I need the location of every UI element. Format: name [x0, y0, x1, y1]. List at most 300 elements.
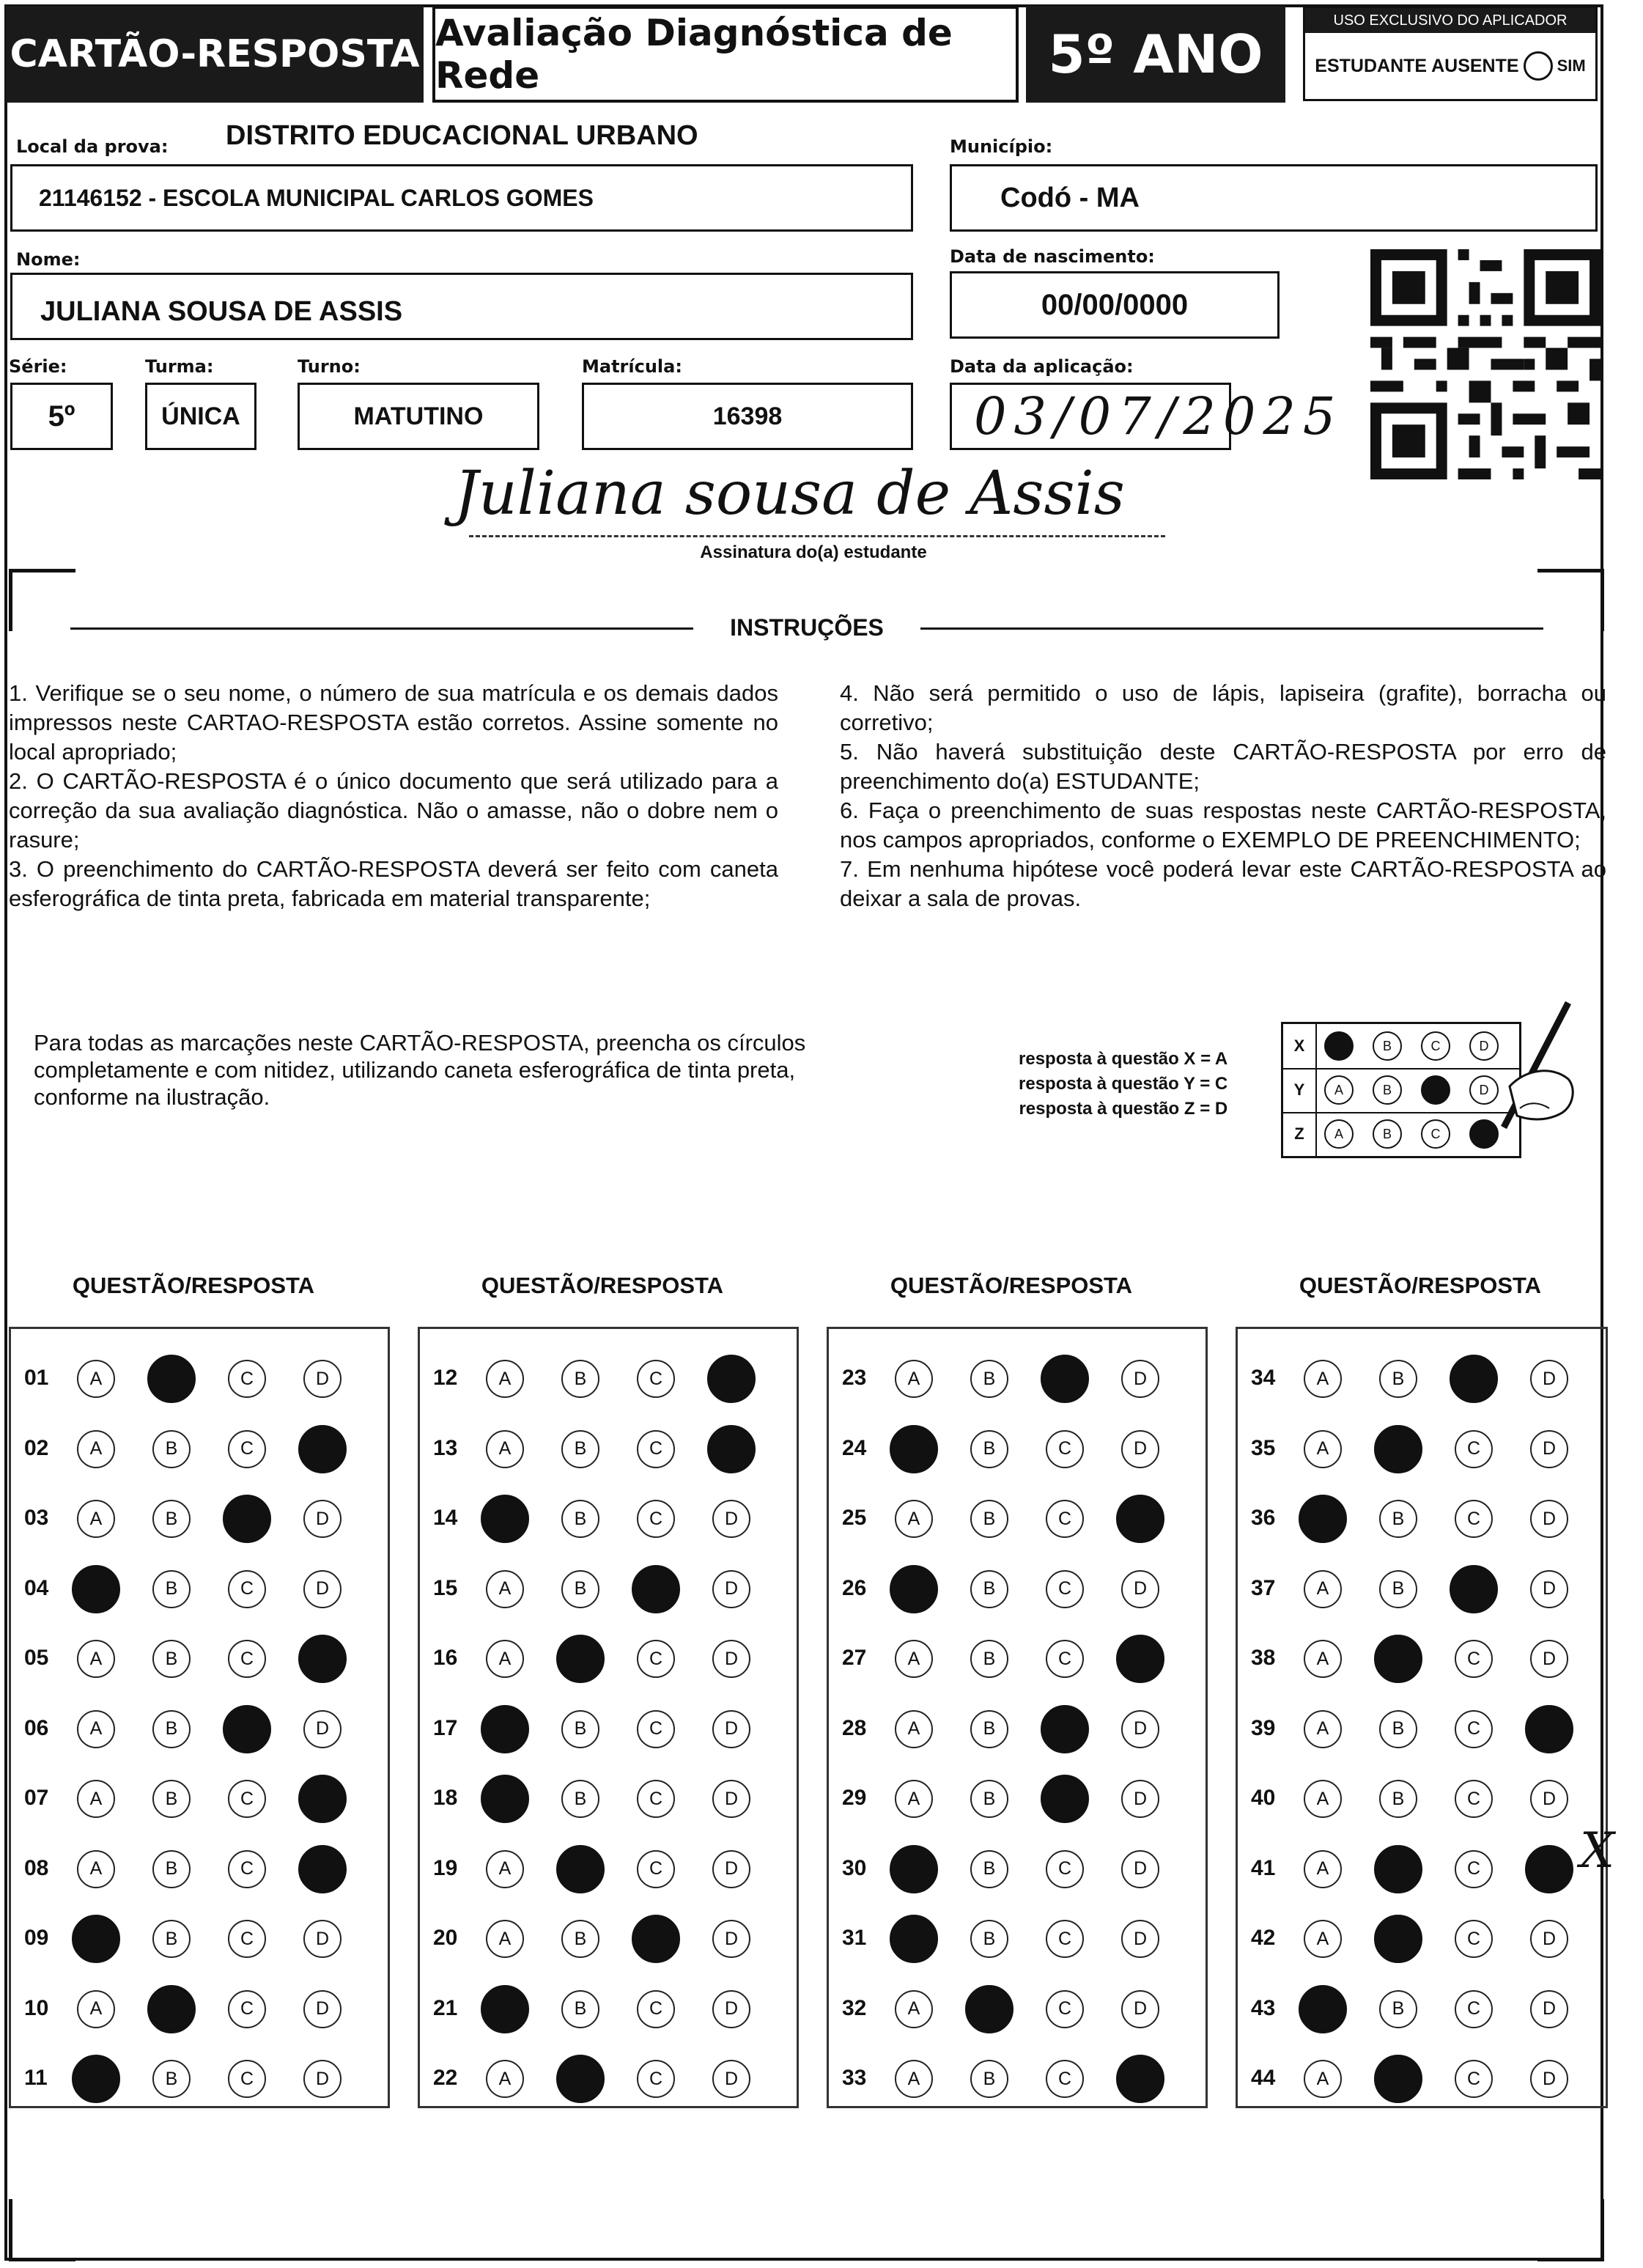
answer-bubble-16-a[interactable]: A: [486, 1640, 524, 1678]
answer-bubble-19-b[interactable]: [556, 1845, 605, 1893]
question-number: 27: [842, 1646, 867, 1670]
question-row-17: [420, 1693, 797, 1763]
answer-bubble-21-b[interactable]: B: [561, 1990, 599, 2028]
answer-bubble-42-d[interactable]: D: [1530, 1920, 1568, 1958]
answer-bubble-07-c[interactable]: C: [228, 1780, 266, 1818]
answer-bubble-35-c[interactable]: C: [1455, 1430, 1493, 1468]
instruction-2: 2. O CARTÃO-RESPOSTA é o único documento que será utilizado para a correção da sua avaliação diagnóstica. Não o amasse, não o dobre nem o rasure;: [9, 768, 778, 853]
answer-column-1: [9, 1327, 390, 2108]
question-number: 28: [842, 1715, 867, 1740]
answer-bubble-33-c[interactable]: C: [1046, 2060, 1084, 2098]
answer-bubble-44-b[interactable]: [1374, 2055, 1422, 2103]
column-title-2: QUESTÃO/RESPOSTA: [481, 1273, 724, 1298]
question-number: 16: [433, 1646, 458, 1670]
answer-bubble-34-c[interactable]: [1450, 1355, 1498, 1403]
answer-bubble-30-c[interactable]: C: [1046, 1850, 1084, 1888]
answer-bubble-38-d[interactable]: D: [1530, 1640, 1568, 1678]
answer-bubble-28-c[interactable]: [1041, 1705, 1089, 1753]
answer-bubble-29-c[interactable]: [1041, 1775, 1089, 1823]
answer-bubble-19-a[interactable]: A: [486, 1850, 524, 1888]
answer-bubble-36-d[interactable]: D: [1530, 1500, 1568, 1538]
instruction-4: 4. Não será permitido o uso de lápis, lapiseira (grafite), borracha ou corretivo;: [840, 680, 1606, 735]
question-number: 06: [24, 1715, 49, 1740]
answer-bubble-41-c[interactable]: C: [1455, 1850, 1493, 1888]
instructions-rule-right: [920, 627, 1543, 630]
answer-bubble-04-c[interactable]: C: [228, 1570, 266, 1608]
answer-bubble-13-b[interactable]: B: [561, 1430, 599, 1468]
column-title-3: QUESTÃO/RESPOSTA: [890, 1273, 1133, 1298]
question-number: 30: [842, 1855, 867, 1880]
answer-bubble-11-d[interactable]: D: [303, 2060, 341, 2098]
answer-bubble-08-b[interactable]: B: [152, 1850, 191, 1888]
answer-bubble-12-a[interactable]: A: [486, 1360, 524, 1398]
answer-bubble-06-c[interactable]: [223, 1705, 271, 1753]
application-date-handwritten: 03/07/2025: [974, 386, 1343, 446]
answer-bubble-17-d[interactable]: D: [712, 1710, 750, 1748]
answer-bubble-43-d[interactable]: D: [1530, 1990, 1568, 2028]
answer-bubble-33-d[interactable]: [1116, 2055, 1164, 2103]
question-number: 19: [433, 1855, 458, 1880]
answer-bubble-42-b[interactable]: [1374, 1915, 1422, 1963]
answer-bubble-38-c[interactable]: C: [1455, 1640, 1493, 1678]
example-row-label: X: [1283, 1024, 1317, 1068]
question-row-44: [1238, 2042, 1606, 2113]
answer-bubble-03-a[interactable]: A: [77, 1500, 115, 1538]
fill-note: Para todas as marcações neste CARTÃO-RESPOSTA, preencha os círculos completamente e com nitidez, utilizando caneta esferográfica de tinta preta, conforme na ilustração.: [34, 1030, 806, 1110]
answer-bubble-09-c[interactable]: C: [228, 1920, 266, 1958]
answer-bubble-22-c[interactable]: C: [637, 2060, 675, 2098]
answer-bubble-34-b[interactable]: B: [1379, 1360, 1417, 1398]
answer-bubble-18-c[interactable]: C: [637, 1780, 675, 1818]
answer-bubble-07-a[interactable]: A: [77, 1780, 115, 1818]
question-row-25: [829, 1482, 1206, 1553]
answer-bubble-10-a[interactable]: A: [77, 1990, 115, 2028]
answer-bubble-10-b[interactable]: [147, 1985, 196, 2033]
answer-bubble-44-a[interactable]: A: [1304, 2060, 1342, 2098]
question-row-05: [11, 1622, 388, 1693]
answer-bubble-22-b[interactable]: [556, 2055, 605, 2103]
question-row-19: [420, 1833, 797, 1903]
question-number: 02: [24, 1435, 49, 1460]
answer-bubble-08-d[interactable]: [298, 1845, 347, 1893]
answer-bubble-19-d[interactable]: D: [712, 1850, 750, 1888]
applicator-label: USO EXCLUSIVO DO APLICADOR: [1305, 8, 1595, 33]
answer-bubble-40-b[interactable]: B: [1379, 1780, 1417, 1818]
question-number: 13: [433, 1435, 458, 1460]
answer-bubble-01-c[interactable]: C: [228, 1360, 266, 1398]
question-number: 18: [433, 1786, 458, 1810]
answer-bubble-04-a[interactable]: [72, 1565, 120, 1613]
question-row-21: [420, 1973, 797, 2043]
answer-bubble-44-d[interactable]: D: [1530, 2060, 1568, 2098]
corner-top-left: [9, 569, 75, 631]
answer-bubble-25-c[interactable]: C: [1046, 1500, 1084, 1538]
example-legend-y: resposta à questão Y = C: [1019, 1074, 1228, 1094]
answer-bubble-18-b[interactable]: B: [561, 1780, 599, 1818]
question-number: 04: [24, 1575, 49, 1600]
question-row-20: [420, 1902, 797, 1973]
answer-bubble-34-a[interactable]: A: [1304, 1360, 1342, 1398]
answer-bubble-02-c[interactable]: C: [228, 1430, 266, 1468]
question-number: 29: [842, 1786, 867, 1810]
class-label: Turma:: [145, 356, 214, 377]
answer-bubble-15-d[interactable]: D: [712, 1570, 750, 1608]
answer-bubble-15-b[interactable]: B: [561, 1570, 599, 1608]
answer-bubble-32-c[interactable]: C: [1046, 1990, 1084, 2028]
application-date-field[interactable]: [950, 383, 1343, 450]
question-row-12: [420, 1342, 797, 1413]
example-bubble-y-b: B: [1373, 1075, 1402, 1105]
extra-mark-x: X: [1580, 1822, 1614, 1879]
answer-bubble-17-b[interactable]: B: [561, 1710, 599, 1748]
question-row-23: [829, 1342, 1206, 1413]
answer-bubble-35-a[interactable]: A: [1304, 1430, 1342, 1468]
answer-bubble-32-d[interactable]: D: [1121, 1990, 1159, 2028]
answer-bubble-41-a[interactable]: A: [1304, 1850, 1342, 1888]
qr-code: [1370, 249, 1600, 479]
application-date-label: Data da aplicação:: [950, 356, 1134, 377]
answer-bubble-06-a[interactable]: A: [77, 1710, 115, 1748]
answer-bubble-18-a[interactable]: [481, 1775, 529, 1823]
municipality-label: Município:: [950, 136, 1053, 157]
answer-bubble-36-c[interactable]: C: [1455, 1500, 1493, 1538]
question-row-06: [11, 1693, 388, 1763]
card-title: [6, 6, 424, 103]
answer-bubble-20-a[interactable]: A: [486, 1920, 524, 1958]
birth-field: [950, 271, 1280, 339]
answer-bubble-36-b[interactable]: B: [1379, 1500, 1417, 1538]
answer-bubble-26-d[interactable]: D: [1121, 1570, 1159, 1608]
question-number: 36: [1251, 1506, 1276, 1530]
answer-bubble-32-b[interactable]: [965, 1985, 1014, 2033]
answer-bubble-20-b[interactable]: B: [561, 1920, 599, 1958]
answer-bubble-02-d[interactable]: [298, 1425, 347, 1473]
signature-line: [469, 535, 1165, 537]
answer-bubble-40-c[interactable]: C: [1455, 1780, 1493, 1818]
answer-bubble-43-c[interactable]: C: [1455, 1990, 1493, 2028]
question-row-13: [420, 1413, 797, 1483]
question-number: 17: [433, 1715, 458, 1740]
question-row-28: [829, 1693, 1206, 1763]
answer-bubble-30-d[interactable]: D: [1121, 1850, 1159, 1888]
answer-bubble-01-d[interactable]: D: [303, 1360, 341, 1398]
answer-bubble-19-c[interactable]: C: [637, 1850, 675, 1888]
answer-bubble-30-b[interactable]: B: [970, 1850, 1008, 1888]
question-number: 34: [1251, 1366, 1276, 1390]
answer-bubble-07-b[interactable]: B: [152, 1780, 191, 1818]
question-number: 35: [1251, 1435, 1276, 1460]
answer-bubble-33-a[interactable]: A: [895, 2060, 933, 2098]
answer-bubble-39-a[interactable]: A: [1304, 1710, 1342, 1748]
district: DISTRITO EDUCACIONAL URBANO: [226, 120, 698, 151]
question-row-37: [1238, 1553, 1606, 1623]
question-row-27: [829, 1622, 1206, 1693]
answer-bubble-24-c[interactable]: C: [1046, 1430, 1084, 1468]
question-number: 26: [842, 1575, 867, 1600]
instructions-right: [840, 679, 1606, 913]
question-number: 32: [842, 1995, 867, 2020]
answer-bubble-38-a[interactable]: A: [1304, 1640, 1342, 1678]
answer-bubble-03-c[interactable]: [223, 1495, 271, 1543]
answer-bubble-37-a[interactable]: A: [1304, 1570, 1342, 1608]
question-number: 39: [1251, 1715, 1276, 1740]
answer-bubble-11-a[interactable]: [72, 2055, 120, 2103]
answer-bubble-16-c[interactable]: C: [637, 1640, 675, 1678]
answer-bubble-15-c[interactable]: [632, 1565, 680, 1613]
answer-bubble-25-d[interactable]: [1116, 1495, 1164, 1543]
answer-bubble-36-a[interactable]: [1299, 1495, 1347, 1543]
question-row-07: [11, 1762, 388, 1833]
answer-bubble-37-d[interactable]: D: [1530, 1570, 1568, 1608]
answer-bubble-42-a[interactable]: A: [1304, 1920, 1342, 1958]
answer-bubble-24-a[interactable]: [890, 1425, 938, 1473]
answer-bubble-25-a[interactable]: A: [895, 1500, 933, 1538]
answer-bubble-26-c[interactable]: C: [1046, 1570, 1084, 1608]
answer-bubble-31-d[interactable]: D: [1121, 1920, 1159, 1958]
answer-bubble-35-b[interactable]: [1374, 1425, 1422, 1473]
answer-bubble-10-c[interactable]: C: [228, 1990, 266, 2028]
question-row-01: [11, 1342, 388, 1413]
answer-bubble-40-d[interactable]: D: [1530, 1780, 1568, 1818]
answer-bubble-14-d[interactable]: D: [712, 1500, 750, 1538]
question-number: 23: [842, 1366, 867, 1390]
instruction-1: 1. Verifique se o seu nome, o número de sua matrícula e os demais dados impressos neste CARTAO-RESPOSTA estão corretos. Assine somente no local apropriado;: [9, 680, 778, 765]
question-row-02: [11, 1413, 388, 1483]
answer-bubble-05-c[interactable]: C: [228, 1640, 266, 1678]
answer-bubble-17-c[interactable]: C: [637, 1710, 675, 1748]
answer-bubble-10-d[interactable]: D: [303, 1990, 341, 2028]
instructions-left: [9, 679, 778, 913]
answer-bubble-30-a[interactable]: [890, 1845, 938, 1893]
signature-label: Assinatura do(a) estudante: [700, 542, 927, 562]
answer-bubble-24-d[interactable]: D: [1121, 1430, 1159, 1468]
answer-bubble-09-b[interactable]: B: [152, 1920, 191, 1958]
answer-bubble-20-d[interactable]: D: [712, 1920, 750, 1958]
name-value: JULIANA SOUSA DE ASSIS: [40, 295, 403, 327]
answer-bubble-40-a[interactable]: A: [1304, 1780, 1342, 1818]
enrollment-value: 16398: [712, 402, 783, 430]
answer-bubble-43-a[interactable]: [1299, 1985, 1347, 2033]
answer-bubble-09-d[interactable]: D: [303, 1920, 341, 1958]
answer-bubble-21-a[interactable]: [481, 1985, 529, 2033]
answer-bubble-26-b[interactable]: B: [970, 1570, 1008, 1608]
question-row-36: [1238, 1482, 1606, 1553]
answer-bubble-31-a[interactable]: [890, 1915, 938, 1963]
answer-bubble-28-a[interactable]: A: [895, 1710, 933, 1748]
municipality-field: [950, 164, 1598, 232]
name-field: [10, 273, 913, 340]
example-bubble-x-c: C: [1421, 1031, 1450, 1061]
answer-bubble-08-a[interactable]: A: [77, 1850, 115, 1888]
local-label: Local da prova:: [16, 136, 169, 157]
question-number: 03: [24, 1506, 49, 1530]
answer-bubble-29-a[interactable]: A: [895, 1780, 933, 1818]
answer-bubble-16-b[interactable]: [556, 1635, 605, 1683]
answer-bubble-02-b[interactable]: B: [152, 1430, 191, 1468]
answer-bubble-29-d[interactable]: D: [1121, 1780, 1159, 1818]
answer-bubble-31-c[interactable]: C: [1046, 1920, 1084, 1958]
question-number: 38: [1251, 1646, 1276, 1670]
question-row-42: [1238, 1902, 1606, 1973]
answer-bubble-39-c[interactable]: C: [1455, 1710, 1493, 1748]
instructions-title: INSTRUÇÕES: [730, 614, 884, 641]
answer-bubble-02-a[interactable]: A: [77, 1430, 115, 1468]
answer-bubble-07-d[interactable]: [298, 1775, 347, 1823]
question-number: 07: [24, 1786, 49, 1810]
example-row-label: Y: [1283, 1068, 1317, 1112]
answer-bubble-27-a[interactable]: A: [895, 1640, 933, 1678]
answer-bubble-37-b[interactable]: B: [1379, 1570, 1417, 1608]
answer-bubble-17-a[interactable]: [481, 1705, 529, 1753]
question-row-08: [11, 1833, 388, 1903]
example-bubble-y-d: D: [1469, 1075, 1499, 1105]
answer-bubble-28-d[interactable]: D: [1121, 1710, 1159, 1748]
answer-bubble-18-d[interactable]: D: [712, 1780, 750, 1818]
answer-bubble-27-c[interactable]: C: [1046, 1640, 1084, 1678]
instructions-rule-left: [70, 627, 693, 630]
answer-bubble-25-b[interactable]: B: [970, 1500, 1008, 1538]
answer-bubble-14-a[interactable]: [481, 1495, 529, 1543]
answer-bubble-42-c[interactable]: C: [1455, 1920, 1493, 1958]
question-row-29: [829, 1762, 1206, 1833]
question-row-39: [1238, 1693, 1606, 1763]
question-number: 43: [1251, 1995, 1276, 2020]
answer-bubble-04-b[interactable]: B: [152, 1570, 191, 1608]
answer-bubble-23-b[interactable]: B: [970, 1360, 1008, 1398]
question-number: 20: [433, 1926, 458, 1950]
answer-bubble-21-d[interactable]: D: [712, 1990, 750, 2028]
answer-bubble-41-b[interactable]: [1374, 1845, 1422, 1893]
question-row-16: [420, 1622, 797, 1693]
question-number: 42: [1251, 1926, 1276, 1950]
enrollment-field: [582, 383, 913, 450]
answer-bubble-27-b[interactable]: B: [970, 1640, 1008, 1678]
answer-bubble-24-b[interactable]: B: [970, 1430, 1008, 1468]
example-legend-x: resposta à questão X = A: [1019, 1049, 1228, 1069]
answer-bubble-08-c[interactable]: C: [228, 1850, 266, 1888]
answer-bubble-38-b[interactable]: [1374, 1635, 1422, 1683]
answer-bubble-05-d[interactable]: [298, 1635, 347, 1683]
answer-bubble-28-b[interactable]: B: [970, 1710, 1008, 1748]
answer-bubble-03-d[interactable]: D: [303, 1500, 341, 1538]
example-bubble-z-b: B: [1373, 1119, 1402, 1149]
answer-bubble-31-b[interactable]: B: [970, 1920, 1008, 1958]
answer-bubble-43-b[interactable]: B: [1379, 1990, 1417, 2028]
question-row-15: [420, 1553, 797, 1623]
question-row-30: [829, 1833, 1206, 1903]
answer-bubble-12-c[interactable]: C: [637, 1360, 675, 1398]
grade-field: [10, 383, 113, 450]
answer-bubble-23-a[interactable]: A: [895, 1360, 933, 1398]
answer-bubble-23-c[interactable]: [1041, 1355, 1089, 1403]
answer-bubble-04-d[interactable]: D: [303, 1570, 341, 1608]
shift-label: Turno:: [298, 356, 361, 377]
question-row-34: [1238, 1342, 1606, 1413]
question-row-43: [1238, 1973, 1606, 2043]
question-row-14: [420, 1482, 797, 1553]
question-number: 31: [842, 1926, 867, 1950]
answer-bubble-15-a[interactable]: A: [486, 1570, 524, 1608]
answer-bubble-03-b[interactable]: B: [152, 1500, 191, 1538]
question-row-41: [1238, 1833, 1606, 1903]
answer-bubble-22-d[interactable]: D: [712, 2060, 750, 2098]
example-bubble-z-a: A: [1324, 1119, 1354, 1149]
question-row-33: [829, 2042, 1206, 2113]
exam-name: [432, 6, 1019, 103]
answer-bubble-44-c[interactable]: C: [1455, 2060, 1493, 2098]
answer-bubble-26-a[interactable]: [890, 1565, 938, 1613]
question-row-04: [11, 1553, 388, 1623]
answer-bubble-13-d[interactable]: [707, 1425, 756, 1473]
answer-bubble-37-c[interactable]: [1450, 1565, 1498, 1613]
example-bubble-y-c: [1421, 1075, 1450, 1105]
absent-option: SIM: [1557, 56, 1586, 75]
question-number: 01: [24, 1366, 49, 1390]
question-row-32: [829, 1973, 1206, 2043]
question-number: 15: [433, 1575, 458, 1600]
question-number: 33: [842, 2066, 867, 2090]
absent-label: ESTUDANTE AUSENTE: [1315, 55, 1519, 76]
shift-value: MATUTINO: [353, 402, 484, 430]
name-label: Nome:: [16, 249, 81, 270]
answer-bubble-20-c[interactable]: [632, 1915, 680, 1963]
absent-checkbox[interactable]: [1524, 51, 1553, 81]
answer-bubble-39-b[interactable]: B: [1379, 1710, 1417, 1748]
answer-bubble-12-d[interactable]: [707, 1355, 756, 1403]
instruction-6: 6. Faça o preenchimento de suas respostas neste CARTÃO-RESPOSTA, nos campos apropriados, conforme o EXEMPLO DE PREENCHIMENTO;: [840, 798, 1606, 853]
answer-bubble-29-b[interactable]: B: [970, 1780, 1008, 1818]
answer-bubble-06-d[interactable]: D: [303, 1710, 341, 1748]
answer-bubble-23-d[interactable]: D: [1121, 1360, 1159, 1398]
question-number: 09: [24, 1926, 49, 1950]
answer-bubble-35-d[interactable]: D: [1530, 1430, 1568, 1468]
answer-bubble-16-d[interactable]: D: [712, 1640, 750, 1678]
answer-column-3: [827, 1327, 1208, 2108]
exam-name-text: Avaliação Diagnóstica de Rede: [435, 12, 953, 97]
question-number: 12: [433, 1366, 458, 1390]
answer-column-2: [418, 1327, 799, 2108]
answer-bubble-01-a[interactable]: A: [77, 1360, 115, 1398]
answer-bubble-22-a[interactable]: A: [486, 2060, 524, 2098]
grade-title: [1026, 6, 1285, 103]
answer-bubble-05-b[interactable]: B: [152, 1640, 191, 1678]
answer-bubble-14-c[interactable]: C: [637, 1500, 675, 1538]
answer-bubble-13-a[interactable]: A: [486, 1430, 524, 1468]
question-number: 24: [842, 1435, 867, 1460]
answer-bubble-06-b[interactable]: B: [152, 1710, 191, 1748]
answer-bubble-11-c[interactable]: C: [228, 2060, 266, 2098]
example-legend-z: resposta à questão Z = D: [1019, 1099, 1228, 1119]
answer-bubble-11-b[interactable]: B: [152, 2060, 191, 2098]
answer-bubble-34-d[interactable]: D: [1530, 1360, 1568, 1398]
corner-bottom-left: [9, 2199, 75, 2261]
answer-bubble-12-b[interactable]: B: [561, 1360, 599, 1398]
answer-bubble-09-a[interactable]: [72, 1915, 120, 1963]
answer-bubble-33-b[interactable]: B: [970, 2060, 1008, 2098]
answer-bubble-32-a[interactable]: A: [895, 1990, 933, 2028]
answer-bubble-13-c[interactable]: C: [637, 1430, 675, 1468]
question-row-11: [11, 2042, 388, 2113]
answer-bubble-41-d[interactable]: [1525, 1845, 1573, 1893]
answer-bubble-14-b[interactable]: B: [561, 1500, 599, 1538]
answer-bubble-01-b[interactable]: [147, 1355, 196, 1403]
answer-bubble-05-a[interactable]: A: [77, 1640, 115, 1678]
answer-bubble-39-d[interactable]: [1525, 1705, 1573, 1753]
answer-bubble-27-d[interactable]: [1116, 1635, 1164, 1683]
school-value: 21146152 - ESCOLA MUNICIPAL CARLOS GOMES: [39, 184, 594, 211]
answer-bubble-21-c[interactable]: C: [637, 1990, 675, 2028]
question-row-40: [1238, 1762, 1606, 1833]
